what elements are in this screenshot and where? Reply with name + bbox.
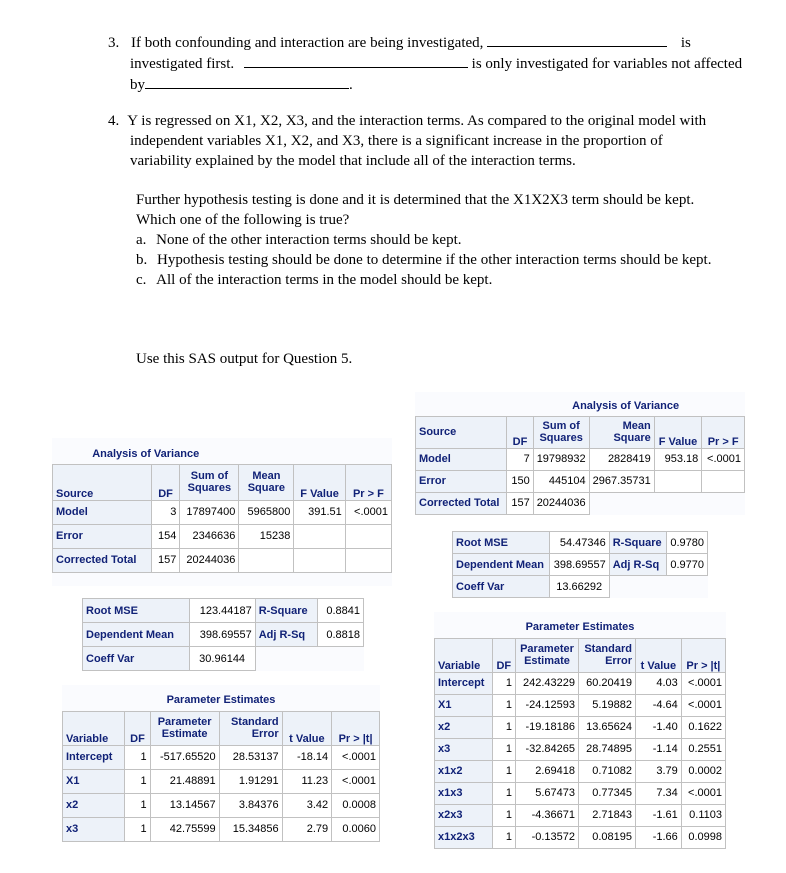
cell: 398.69557 bbox=[189, 623, 255, 647]
table-row bbox=[53, 524, 392, 548]
left-anova-caption: Analysis of Variance bbox=[53, 444, 239, 464]
table-row bbox=[53, 548, 392, 572]
cell: x1x2x3 bbox=[435, 826, 493, 848]
cell bbox=[654, 492, 701, 514]
cell: 1 bbox=[492, 694, 515, 716]
cell: 3.84376 bbox=[219, 793, 282, 817]
table-row bbox=[435, 694, 726, 716]
cell: 0.9770 bbox=[666, 554, 707, 576]
q4-option-a-text: None of the other interaction terms should be kept. bbox=[156, 232, 462, 248]
q3-line-2 bbox=[108, 53, 778, 74]
left-anova-panel bbox=[52, 438, 392, 586]
table-row bbox=[435, 782, 726, 804]
cell: Error bbox=[53, 524, 152, 548]
cell bbox=[702, 492, 745, 514]
right-params-col-p: Pr > |t| bbox=[681, 638, 725, 672]
cell: Dependent Mean bbox=[83, 623, 190, 647]
cell bbox=[666, 576, 707, 598]
cell: <.0001 bbox=[681, 672, 725, 694]
cell: 0.08195 bbox=[579, 826, 636, 848]
cell: 13.14567 bbox=[150, 793, 219, 817]
cell: R-Square bbox=[255, 599, 318, 623]
table-row bbox=[63, 745, 380, 769]
q3-line-1 bbox=[108, 32, 778, 53]
cell: 0.1103 bbox=[681, 804, 725, 826]
cell: 1.91291 bbox=[219, 769, 282, 793]
right-params-table bbox=[434, 616, 726, 849]
cell: -0.13572 bbox=[516, 826, 579, 848]
cell: 1 bbox=[492, 826, 515, 848]
right-anova-col-ms: Mean Square bbox=[589, 416, 654, 448]
q4-option-b[interactable] bbox=[136, 250, 776, 270]
cell: 1 bbox=[125, 769, 150, 793]
cell: 242.43229 bbox=[516, 672, 579, 694]
cell: 28.53137 bbox=[219, 745, 282, 769]
cell: X1 bbox=[63, 769, 125, 793]
right-anova-col-source: Source bbox=[416, 416, 507, 448]
left-anova-col-f: F Value bbox=[294, 464, 345, 500]
right-fit-panel bbox=[452, 531, 708, 598]
cell: <.0001 bbox=[681, 782, 725, 804]
left-fit-panel bbox=[82, 598, 364, 671]
right-anova-col-df: DF bbox=[507, 416, 533, 448]
table-row bbox=[435, 738, 726, 760]
left-params-panel bbox=[62, 685, 380, 842]
cell: 0.0998 bbox=[681, 826, 725, 848]
cell: 2828419 bbox=[589, 448, 654, 470]
cell: x3 bbox=[435, 738, 493, 760]
left-params-col-df: DF bbox=[125, 711, 150, 745]
table-row bbox=[435, 716, 726, 738]
cell: 17897400 bbox=[180, 500, 239, 524]
cell: 54.47346 bbox=[549, 532, 609, 554]
q3-line-3 bbox=[108, 74, 778, 95]
cell: 1 bbox=[492, 716, 515, 738]
right-params-col-var: Variable bbox=[435, 638, 493, 672]
cell: 28.74895 bbox=[579, 738, 636, 760]
q4-followup-1: Further hypothesis testing is done and it is determined that the X1X2X3 term should be kept. bbox=[136, 192, 695, 208]
cell: 5.67473 bbox=[516, 782, 579, 804]
cell bbox=[294, 548, 345, 572]
cell: 5965800 bbox=[239, 500, 294, 524]
cell: 2.71843 bbox=[579, 804, 636, 826]
cell: 1 bbox=[125, 793, 150, 817]
left-params-col-var: Variable bbox=[63, 711, 125, 745]
q3-number: 3. bbox=[108, 35, 120, 51]
q3-text-3: by bbox=[130, 77, 145, 93]
right-params-caption: Parameter Estimates bbox=[435, 616, 726, 638]
cell bbox=[255, 647, 318, 671]
cell: 13.65624 bbox=[579, 716, 636, 738]
cell: 0.2551 bbox=[681, 738, 725, 760]
cell: 0.0060 bbox=[332, 817, 380, 841]
right-anova-col-f: F Value bbox=[654, 416, 701, 448]
q3-blank-3[interactable] bbox=[145, 74, 349, 89]
table-row bbox=[416, 448, 745, 470]
right-params-panel bbox=[434, 612, 726, 849]
left-params-col-se: Standard Error bbox=[219, 711, 282, 745]
cell: 19798932 bbox=[533, 448, 589, 470]
table-row bbox=[63, 817, 380, 841]
cell: 154 bbox=[151, 524, 180, 548]
cell: Root MSE bbox=[83, 599, 190, 623]
cell: -1.14 bbox=[636, 738, 682, 760]
left-anova-col-ss: Sum of Squares bbox=[180, 464, 239, 500]
cell: 157 bbox=[151, 548, 180, 572]
cell: -1.66 bbox=[636, 826, 682, 848]
table-row bbox=[416, 492, 745, 514]
q4-option-c[interactable] bbox=[136, 270, 776, 290]
cell: 7.34 bbox=[636, 782, 682, 804]
cell: 2967.35731 bbox=[589, 470, 654, 492]
table-row bbox=[83, 599, 364, 623]
q4-option-a[interactable] bbox=[136, 230, 776, 250]
right-anova-panel bbox=[415, 392, 745, 515]
q3-text-1: If both confounding and interaction are being investigated, bbox=[131, 35, 484, 51]
cell bbox=[702, 470, 745, 492]
right-anova-col-p: Pr > F bbox=[702, 416, 745, 448]
cell: Adj R-Sq bbox=[255, 623, 318, 647]
cell: -517.65520 bbox=[150, 745, 219, 769]
cell: X1 bbox=[435, 694, 493, 716]
cell: x3 bbox=[63, 817, 125, 841]
cell: 1 bbox=[492, 782, 515, 804]
cell bbox=[318, 647, 364, 671]
cell: x1x2 bbox=[435, 760, 493, 782]
cell: 445104 bbox=[533, 470, 589, 492]
cell: 21.48891 bbox=[150, 769, 219, 793]
q4-number: 4. bbox=[108, 113, 120, 129]
cell: -24.12593 bbox=[516, 694, 579, 716]
left-params-col-p: Pr > |t| bbox=[332, 711, 380, 745]
left-params-table bbox=[62, 689, 380, 842]
table-row bbox=[416, 470, 745, 492]
cell: 13.66292 bbox=[549, 576, 609, 598]
cell: -19.18186 bbox=[516, 716, 579, 738]
cell: 60.20419 bbox=[579, 672, 636, 694]
cell: -1.61 bbox=[636, 804, 682, 826]
table-row bbox=[53, 500, 392, 524]
q4-text-3: variability explained by the model that include all of the interaction terms. bbox=[130, 153, 576, 169]
right-anova-table bbox=[415, 396, 745, 515]
cell: 15238 bbox=[239, 524, 294, 548]
q4-option-c-letter: c. bbox=[136, 272, 147, 288]
cell: 30.96144 bbox=[189, 647, 255, 671]
cell: Coeff Var bbox=[83, 647, 190, 671]
q4-option-c-text: All of the interaction terms in the model should be kept. bbox=[156, 272, 493, 288]
cell bbox=[589, 492, 654, 514]
cell: 20244036 bbox=[180, 548, 239, 572]
cell: Model bbox=[416, 448, 507, 470]
cell: 0.9780 bbox=[666, 532, 707, 554]
q4-followup-2: Which one of the following is true? bbox=[136, 212, 350, 228]
cell: Intercept bbox=[63, 745, 125, 769]
q4-text-2: independent variables X1, X2, and X3, there is a significant increase in the proportion of bbox=[130, 133, 663, 149]
cell: -4.64 bbox=[636, 694, 682, 716]
cell: 1 bbox=[125, 817, 150, 841]
cell: Intercept bbox=[435, 672, 493, 694]
cell: 391.51 bbox=[294, 500, 345, 524]
q4-option-b-letter: b. bbox=[136, 252, 148, 268]
right-params-col-t: t Value bbox=[636, 638, 682, 672]
right-anova-caption: Analysis of Variance bbox=[507, 396, 745, 416]
cell: 1 bbox=[492, 760, 515, 782]
cell: x1x3 bbox=[435, 782, 493, 804]
cell: 157 bbox=[507, 492, 533, 514]
cell: 2.79 bbox=[282, 817, 332, 841]
q4-option-b-text: Hypothesis testing should be done to determine if the other interaction terms should be kept. bbox=[157, 252, 712, 268]
cell: 5.19882 bbox=[579, 694, 636, 716]
cell: <.0001 bbox=[702, 448, 745, 470]
q3-is: is bbox=[680, 35, 691, 51]
cell: 0.8818 bbox=[318, 623, 364, 647]
cell: 398.69557 bbox=[549, 554, 609, 576]
table-row bbox=[63, 769, 380, 793]
cell: Coeff Var bbox=[453, 576, 550, 598]
cell: 42.75599 bbox=[150, 817, 219, 841]
table-row bbox=[435, 826, 726, 848]
left-params-col-est: Parameter Estimate bbox=[150, 711, 219, 745]
cell: 3 bbox=[151, 500, 180, 524]
cell: 1 bbox=[125, 745, 150, 769]
left-params-caption: Parameter Estimates bbox=[63, 689, 380, 711]
cell bbox=[345, 524, 391, 548]
table-row bbox=[83, 647, 364, 671]
left-anova-col-p: Pr > F bbox=[345, 464, 391, 500]
cell: R-Square bbox=[609, 532, 666, 554]
q4-option-a-letter: a. bbox=[136, 232, 147, 248]
cell: Corrected Total bbox=[416, 492, 507, 514]
table-row bbox=[83, 623, 364, 647]
cell: 1 bbox=[492, 738, 515, 760]
cell: 1 bbox=[492, 804, 515, 826]
right-params-col-df: DF bbox=[492, 638, 515, 672]
cell: Dependent Mean bbox=[453, 554, 550, 576]
cell bbox=[294, 524, 345, 548]
cell: <.0001 bbox=[345, 500, 391, 524]
cell: Corrected Total bbox=[53, 548, 152, 572]
table-row bbox=[435, 760, 726, 782]
q3-period: . bbox=[349, 77, 353, 93]
left-fit-table bbox=[82, 598, 364, 671]
cell: -4.36671 bbox=[516, 804, 579, 826]
left-anova-col-df: DF bbox=[151, 464, 180, 500]
cell: Model bbox=[53, 500, 152, 524]
right-params-col-se: Standard Error bbox=[579, 638, 636, 672]
cell: 0.8841 bbox=[318, 599, 364, 623]
cell: <.0001 bbox=[681, 694, 725, 716]
q3-blank-1[interactable] bbox=[487, 32, 667, 47]
right-params-col-est: Parameter Estimate bbox=[516, 638, 579, 672]
cell: 123.44187 bbox=[189, 599, 255, 623]
right-fit-table bbox=[452, 531, 708, 598]
cell: -1.40 bbox=[636, 716, 682, 738]
cell: x2 bbox=[63, 793, 125, 817]
cell: 15.34856 bbox=[219, 817, 282, 841]
q3-blank-2[interactable] bbox=[244, 53, 468, 68]
left-anova-col-ms: Mean Square bbox=[239, 464, 294, 500]
sas-note: Use this SAS output for Question 5. bbox=[136, 351, 353, 367]
cell: -18.14 bbox=[282, 745, 332, 769]
cell: 7 bbox=[507, 448, 533, 470]
left-anova-col-source: Source bbox=[53, 464, 152, 500]
cell: Error bbox=[416, 470, 507, 492]
cell: <.0001 bbox=[332, 745, 380, 769]
cell: 1 bbox=[492, 672, 515, 694]
cell bbox=[609, 576, 666, 598]
q4-text-1: Y is regressed on X1, X2, X3, and the interaction terms. As compared to the original model with bbox=[127, 113, 707, 129]
cell: 0.77345 bbox=[579, 782, 636, 804]
table-row bbox=[453, 554, 708, 576]
cell: 150 bbox=[507, 470, 533, 492]
cell: 953.18 bbox=[654, 448, 701, 470]
cell: x2 bbox=[435, 716, 493, 738]
right-anova-col-ss: Sum of Squares bbox=[533, 416, 589, 448]
question-3 bbox=[108, 32, 778, 95]
cell: 4.03 bbox=[636, 672, 682, 694]
cell: -32.84265 bbox=[516, 738, 579, 760]
table-row bbox=[435, 672, 726, 694]
cell bbox=[239, 548, 294, 572]
table-row bbox=[435, 804, 726, 826]
cell: 0.1622 bbox=[681, 716, 725, 738]
cell: 2346636 bbox=[180, 524, 239, 548]
cell: 0.0002 bbox=[681, 760, 725, 782]
table-row bbox=[453, 532, 708, 554]
q4-followup bbox=[136, 190, 776, 290]
cell: Adj R-Sq bbox=[609, 554, 666, 576]
q3-text-2b: is only investigated for variables not affected bbox=[471, 56, 743, 72]
cell: 11.23 bbox=[282, 769, 332, 793]
cell: Root MSE bbox=[453, 532, 550, 554]
cell: 3.42 bbox=[282, 793, 332, 817]
question-4 bbox=[108, 111, 778, 171]
cell: x2x3 bbox=[435, 804, 493, 826]
left-params-col-t: t Value bbox=[282, 711, 332, 745]
cell bbox=[345, 548, 391, 572]
q3-text-2a: investigated first. bbox=[130, 56, 235, 72]
cell: 2.69418 bbox=[516, 760, 579, 782]
table-row bbox=[453, 576, 708, 598]
left-anova-table bbox=[52, 444, 392, 573]
cell: 20244036 bbox=[533, 492, 589, 514]
cell bbox=[654, 470, 701, 492]
cell: 0.71082 bbox=[579, 760, 636, 782]
cell: <.0001 bbox=[332, 769, 380, 793]
cell: 3.79 bbox=[636, 760, 682, 782]
table-row bbox=[63, 793, 380, 817]
cell: 0.0008 bbox=[332, 793, 380, 817]
